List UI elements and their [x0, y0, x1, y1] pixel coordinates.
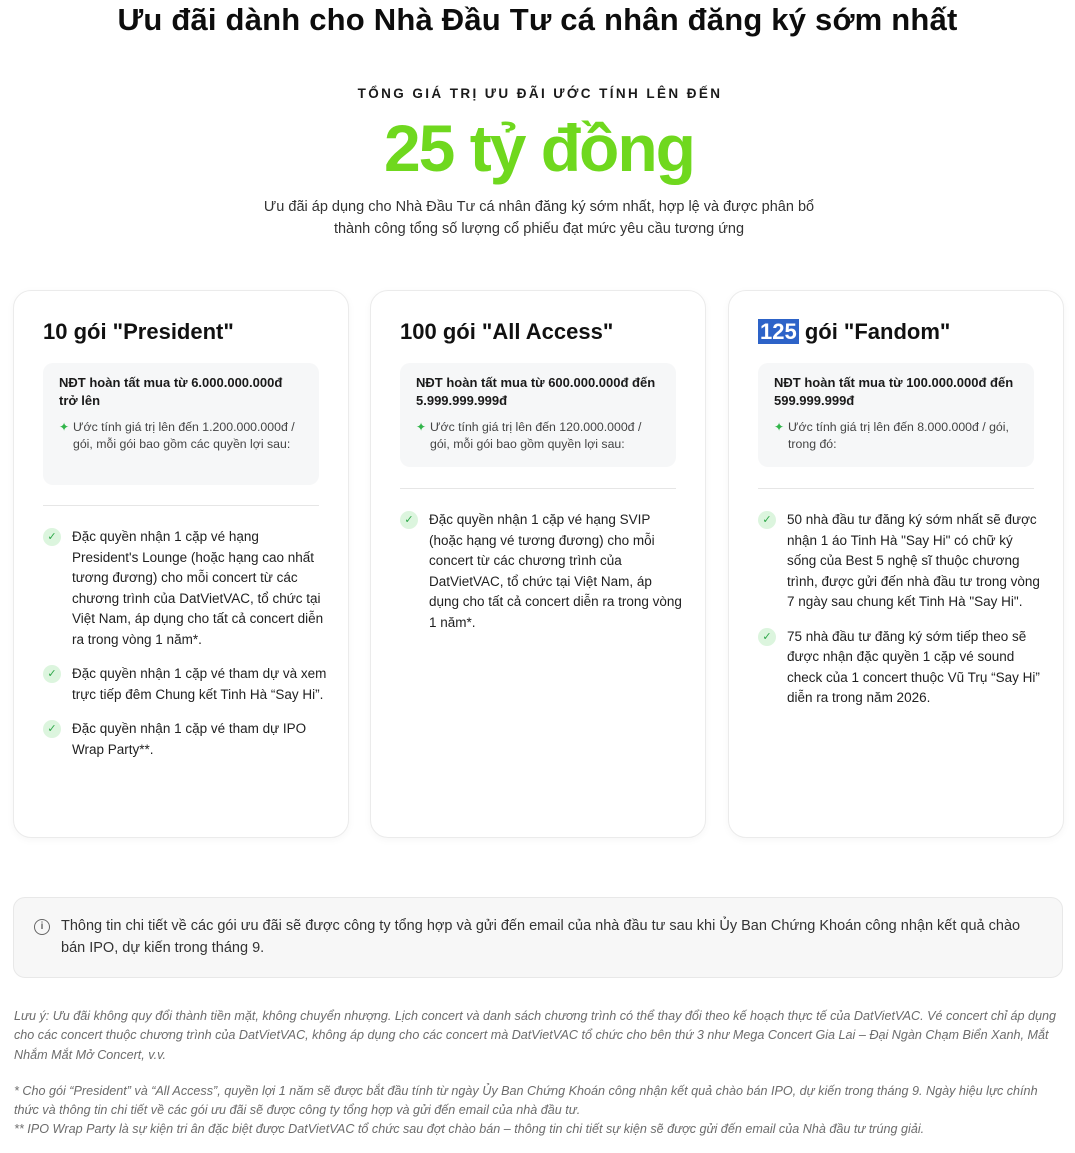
check-icon: ✓ — [758, 628, 776, 646]
package-title — [758, 319, 950, 345]
check-icon: ✓ — [758, 511, 776, 529]
sparkle-icon: ✦ — [416, 420, 427, 434]
benefit-text: 75 nhà đầu tư đăng ký sớm tiếp theo sẽ được nhận đặc quyền 1 cặp vé sound check của 1 concert thuộc Vũ Trụ “Say Hi” diễn ra trong năm 2026. — [787, 628, 1040, 705]
divider — [43, 505, 319, 506]
package-card-all-access — [370, 290, 706, 838]
check-icon: ✓ — [43, 528, 61, 546]
benefit-text: 50 nhà đầu tư đăng ký sớm nhất sẽ được nhận 1 áo Tinh Hà "Say Hi" có chữ ký sống của Best 5 nghệ sĩ thuộc chương trình, được gửi đến nhà đầu tư trong vòng 7 ngày sau chung kết Tinh Hà "Say Hi". — [787, 512, 1040, 609]
benefit-text: Đặc quyền nhận 1 cặp vé tham dự IPO Wrap Party**. — [72, 721, 307, 757]
footnote-double-star: ** IPO Wrap Party là sự kiện tri ân đặc biệt được DatVietVAC tổ chức sau đợt chào bán – thông tin chi tiết sự kiện sẽ được gửi đến email của Nhà đầu tư trúng giải. — [14, 1122, 925, 1136]
benefit-item — [758, 510, 1043, 613]
package-condition-box — [758, 363, 1034, 467]
benefit-item — [400, 510, 685, 633]
disclaimer-note: Lưu ý: Ưu đãi không quy đổi thành tiền mặt, không chuyển nhượng. Lịch concert và danh sách chương trình có thể thay đổi theo kế hoạch thực tế của DatVietVAC. Vé concert chỉ áp dụng cho các concert thuộc chương trình của DatVietVAC, không áp dụng cho các concert mà DatVietVAC tổ chức cho bên thứ 3 như Mega Concert Gia Lai – Đại Ngàn Chạm Biển Xanh, Mắt Nhắm Mắt Mở Concert, v.v. — [14, 1009, 1056, 1062]
info-icon: i — [34, 919, 50, 935]
benefit-list — [43, 527, 328, 774]
package-estimate — [774, 419, 1018, 453]
check-icon: ✓ — [43, 665, 61, 683]
package-condition-box — [400, 363, 676, 467]
package-card-fandom — [728, 290, 1064, 838]
package-card-president — [13, 290, 349, 838]
package-condition: NĐT hoàn tất mua từ 6.000.000.000đ trở lên — [59, 375, 283, 408]
total-value-amount: 25 tỷ đồng — [383, 111, 695, 185]
benefit-item — [43, 719, 328, 760]
check-icon: ✓ — [43, 720, 61, 738]
benefit-list — [400, 510, 685, 647]
package-estimate-text: Ước tính giá trị lên đến 120.000.000đ / gói, mỗi gói bao gồm quyền lợi sau: — [430, 420, 642, 451]
total-value-eyebrow: TỔNG GIÁ TRỊ ƯU ĐÃI ƯỚC TÍNH LÊN ĐẾN — [357, 86, 723, 101]
check-icon: ✓ — [400, 511, 418, 529]
package-estimate — [416, 419, 660, 453]
sparkle-icon: ✦ — [774, 420, 785, 434]
page-title: Ưu đãi dành cho Nhà Đầu Tư cá nhân đăng ký sớm nhất — [117, 2, 958, 37]
benefit-text: Đặc quyền nhận 1 cặp vé hạng President's Lounge (hoặc hạng cao nhất tương đương) cho mỗi concert từ các chương trình của DatVietVAC, tổ chức tại Việt Nam, áp dụng cho tất cả concert diễn ra trong vòng 1 năm*. — [72, 529, 324, 647]
benefit-item — [43, 664, 328, 705]
sparkle-icon: ✦ — [59, 420, 70, 434]
benefit-item — [43, 527, 328, 650]
package-title-text: gói "Fandom" — [798, 319, 951, 344]
package-condition: NĐT hoàn tất mua từ 100.000.000đ đến 599.999.999đ — [774, 375, 1014, 408]
divider — [758, 488, 1034, 489]
package-estimate-text: Ước tính giá trị lên đến 8.000.000đ / gói, trong đó: — [788, 420, 1009, 451]
footnote-single-star: * Cho gói “President” và “All Access”, quyền lợi 1 năm sẽ được bắt đầu tính từ ngày Ủy Ban Chứng Khoán công nhận kết quả chào bán IPO, dự kiến trong tháng 9. Ngày hiệu lực chính thức và thông tin chi tiết về các gói ưu đãi sẽ được công ty tổng hợp và gửi đến email của nhà đầu tư. — [14, 1084, 1038, 1118]
benefit-list — [758, 510, 1043, 723]
package-condition: NĐT hoàn tất mua từ 600.000.000đ đến 5.999.999.999đ — [416, 375, 656, 408]
package-estimate — [59, 419, 303, 453]
offer-description-line: thành công tổng số lượng cổ phiếu đạt mức yêu cầu tương ứng — [333, 221, 745, 237]
package-title: 10 gói "President" — [43, 319, 234, 344]
package-estimate-text: Ước tính giá trị lên đến 1.200.000.000đ / gói, mỗi gói bao gồm các quyền lợi sau: — [73, 420, 295, 451]
benefit-item — [758, 627, 1043, 709]
offer-description-line: Ưu đãi áp dụng cho Nhà Đầu Tư cá nhân đăng ký sớm nhất, hợp lệ và được phân bổ — [263, 199, 815, 215]
offer-description — [0, 196, 1075, 240]
selected-text-highlight: 125 — [760, 319, 797, 344]
divider — [400, 488, 676, 489]
benefit-text: Đặc quyền nhận 1 cặp vé tham dự và xem trực tiếp đêm Chung kết Tinh Hà “Say Hi”. — [72, 666, 327, 702]
package-title: 100 gói "All Access" — [400, 319, 614, 344]
notice-text: Thông tin chi tiết về các gói ưu đãi sẽ được công ty tổng hợp và gửi đến email của nhà đầu tư sau khi Ủy Ban Chứng Khoán công nhận kết quả chào bán IPO, dự kiến trong tháng 9. — [61, 918, 1021, 956]
package-condition-box — [43, 363, 319, 485]
info-notice — [13, 897, 1063, 978]
benefit-text: Đặc quyền nhận 1 cặp vé hạng SVIP (hoặc hạng vé tương đương) cho mỗi concert từ các chương trình của DatVietVAC, tổ chức tại Việt Nam, áp dụng cho tất cả concert diễn ra trong vòng 1 năm*. — [429, 512, 682, 630]
